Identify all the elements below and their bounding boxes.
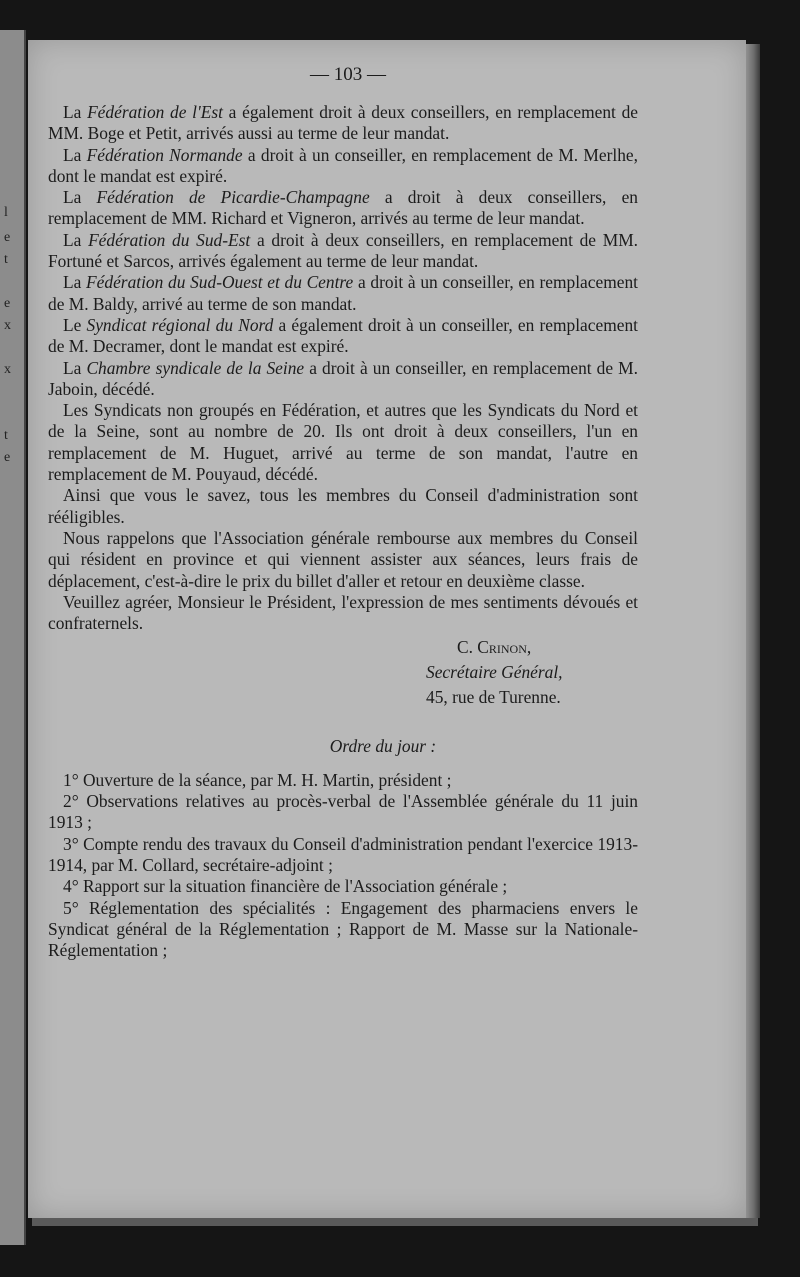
facing-page-fragment: e: [4, 296, 11, 311]
agenda-item: 2° Observations relatives au procès-verbal de l'Assemblée générale du 11 juin 1913 ;: [48, 791, 638, 833]
page-bottom-edge: [32, 1218, 758, 1226]
document-page: [28, 40, 746, 1218]
organization-name: Chambre syndicale de la Seine: [86, 357, 305, 378]
letter-paragraph: [48, 187, 638, 230]
facing-page-fragment: l: [4, 205, 8, 220]
organization-name: Fédération du Sud-Ouest et du Centre: [86, 272, 354, 293]
page-number: — 103 —: [310, 64, 386, 85]
letter-paragraphs: [48, 102, 638, 634]
letter-paragraph: [48, 592, 638, 635]
organization-name: Syndicat régional du Nord: [86, 314, 274, 335]
agenda-item: 5° Réglementation des spécialités : Engagement des pharmaciens envers le Syndicat général de la Réglementation ; Rapport de M. Masse sur la Nationale-Réglementation ;: [48, 897, 638, 961]
paragraph-text: a droit à un conseiller, en remplacement de M. Jaboin, décédé.: [48, 357, 638, 399]
paragraph-text: La: [63, 144, 87, 165]
paragraph-text: a droit à deux conseillers, en remplacement de MM. Fortuné et Sarcos, arrivés également au terme de leur mandat.: [48, 229, 639, 272]
agenda-item: 3° Compte rendu des travaux du Conseil d'administration pendant l'exercice 1913-1914, par M. Collard, secrétaire-adjoint ;: [48, 833, 638, 875]
signatory-address: 45, rue de Turenne.: [426, 687, 561, 708]
organization-name: Fédération Normande: [86, 144, 243, 165]
paragraph-text: Veuillez agréer, Monsieur le Président, l'expression de mes sentiments dévoués et confraternels.: [48, 591, 638, 634]
letter-paragraph: [48, 102, 638, 145]
agenda-item: 1° Ouverture de la séance, par M. H. Martin, président ;: [63, 769, 452, 790]
signatory-title: Secrétaire Général,: [426, 662, 563, 683]
paragraph-text: La: [63, 272, 87, 293]
paragraph-text: a droit à un conseiller, en remplacement de M. Baldy, arrivé au terme de son mandat.: [48, 272, 638, 314]
facing-page-fragment: x: [4, 362, 11, 377]
organization-name: Fédération de l'Est: [87, 102, 223, 122]
paragraph-text: Nous rappelons que l'Association générale rembourse aux membres du Conseil qui résident en province et qui viennent assister aux séances, leurs frais de déplacement, c'est-à-dire le prix du billet d'aller et retour en deuxième classe.: [48, 527, 638, 591]
agenda-title: Ordre du jour :: [329, 736, 437, 757]
letter-paragraph: [48, 230, 638, 273]
paragraph-text: Les Syndicats non groupés en Fédération, et autres que les Syndicats du Nord et de la Seine, sont au nombre de 20. Ils ont droit à deux conseillers, l'un en remplacement de M. Huguet, arrivé au terme de son mandat, l'autre en remplacement de M. Pouyaud, décédé.: [48, 400, 638, 485]
signatory-name: C. Crinon,: [457, 637, 532, 658]
letter-paragraph: [48, 315, 638, 358]
facing-page-edge: [0, 30, 26, 1245]
agenda-list: [48, 770, 638, 962]
paragraph-text: a droit à un conseiller, en remplacement de M. Merlhe, dont le mandat est expiré.: [48, 144, 638, 186]
paragraph-text: La: [63, 187, 97, 208]
paragraph-text: La: [63, 102, 88, 122]
letter-paragraph: [48, 145, 638, 188]
signature-block: [48, 635, 638, 710]
letter-paragraph: [48, 358, 638, 401]
paragraph-text: a également droit à un conseiller, en remplacement de M. Decramer, dont le mandat est expiré.: [48, 314, 638, 357]
letter-paragraph: [48, 272, 638, 315]
letter-paragraph: [48, 485, 638, 528]
facing-page-fragment: t: [4, 252, 8, 267]
paragraph-text: La: [63, 229, 89, 250]
facing-page-fragment: e: [4, 230, 11, 245]
page-fore-edge: [744, 44, 760, 1218]
agenda-item: 4° Rapport sur la situation financière de l'Association générale ;: [63, 876, 508, 897]
page-body: [48, 102, 638, 961]
facing-page-fragment: x: [4, 318, 11, 333]
paragraph-text: a également droit à deux conseillers, en remplacement de MM. Boge et Petit, arrivés aussi au terme de leur mandat.: [48, 102, 638, 144]
paragraph-text: La: [63, 357, 87, 378]
paragraph-text: Le: [63, 314, 87, 335]
letter-paragraph: [48, 400, 638, 485]
paragraph-text: Ainsi que vous le savez, tous les membres du Conseil d'administration sont rééligibles.: [48, 485, 638, 527]
organization-name: Fédération du Sud-Est: [88, 229, 251, 250]
facing-page-fragment: t: [4, 428, 8, 443]
facing-page-fragment: e: [4, 450, 11, 465]
organization-name: Fédération de Picardie-Champagne: [96, 187, 370, 208]
paragraph-text: a droit à deux conseillers, en remplacement de MM. Richard et Vigneron, arrivés au terme de leur mandat.: [48, 187, 638, 229]
letter-paragraph: [48, 528, 638, 592]
